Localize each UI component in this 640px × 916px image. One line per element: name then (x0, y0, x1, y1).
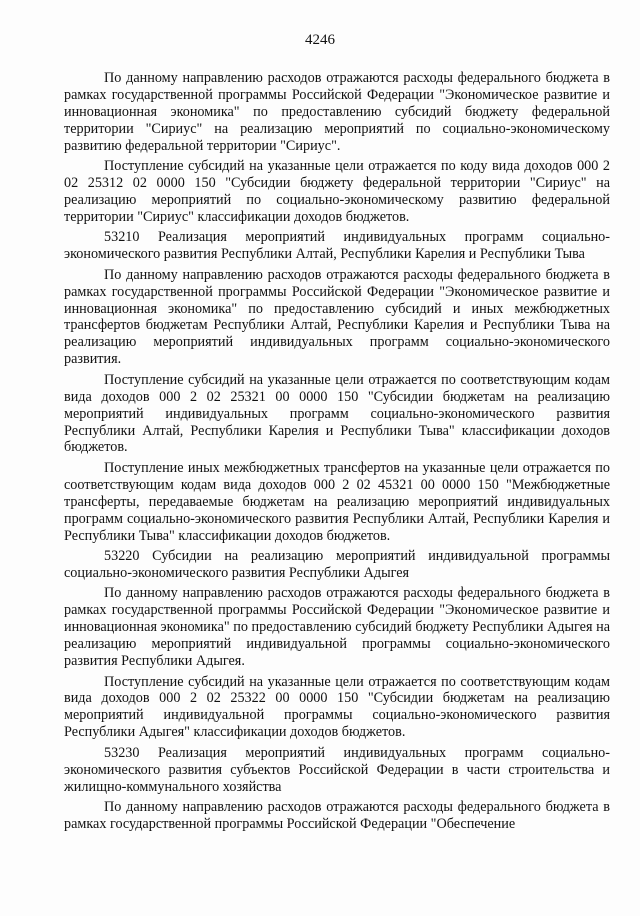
paragraph-1: По данному направлению расходов отражаются расходы федерального бюджета в рамках государственной программы Российской Федерации "Экономическое развитие и инновационная экономика" по предоставлению субсидий бюджету федеральной территории "Сириус" на реализацию мероприятий по социально-экономическому развитию федеральной территории "Сириус". (64, 70, 610, 154)
section-heading-53210: 53210 Реализация мероприятий индивидуальных программ социально-экономического развития Республики Алтай, Республики Карелия и Республики Тыва (64, 229, 610, 263)
section-heading-53230: 53230 Реализация мероприятий индивидуальных программ социально-экономического развития субъектов Российской Федерации в части строительства и жилищно-коммунального хозяйства (64, 744, 610, 795)
paragraph-5: Поступление субсидий на указанные цели отражается по соответствующим кодам вида доходов 000 2 02 25321 00 0000 150 "Субсидии бюджетам на реализацию мероприятий индивидуальных программ социально-экономического развития Республики Алтай, Республики Карелия и Республики Тыва" классификации доходов бюджетов. (64, 371, 610, 456)
paragraph-4: По данному направлению расходов отражаются расходы федерального бюджета в рамках государственной программы Российской Федерации "Экономическое развитие и инновационная экономика" по предоставлению субсидий и иных межбюджетных трансфертов бюджетам Республики Алтай, Республики Карелия и Республики Тыва на реализацию мероприятий индивидуальных программ социально-экономического развития. (64, 266, 610, 368)
page-number: 4246 (305, 32, 335, 48)
section-heading-53220: 53220 Субсидии на реализацию мероприятий индивидуальной программы социально-экономического развития Республики Адыгея (64, 548, 610, 581)
paragraph-2: Поступление субсидий на указанные цели отражается по коду вида доходов 000 2 02 25312 02 0000 150 "Субсидии бюджету федеральной территории "Сириус" на реализацию мероприятий по социально-экономическому развитию федеральной территории "Сириус" классификации доходов бюджетов. (64, 158, 610, 225)
paragraph-9: Поступление субсидий на указанные цели отражается по соответствующим кодам вида доходов 000 2 02 25322 00 0000 150 "Субсидии бюджетам на реализацию мероприятий индивидуальной программы социально-экономического развития Республики Адыгея" классификации доходов бюджетов. (64, 673, 610, 741)
document-body (64, 70, 610, 837)
paragraph-11: По данному направлению расходов отражаются расходы федерального бюджета в рамках государственной программы Российской Федерации "Обеспечение (64, 799, 610, 832)
paragraph-8: По данному направлению расходов отражаются расходы федерального бюджета в рамках государственной программы Российской Федерации "Экономическое развитие и инновационная экономика" по предоставлению субсидий бюджету Республики Адыгея на реализацию мероприятий индивидуальной программы социально-экономического развития Республики Адыгея. (64, 585, 610, 670)
paragraph-6: Поступление иных межбюджетных трансфертов на указанные цели отражается по соответствующим кодам вида доходов 000 2 02 45321 00 0000 150 "Межбюджетные трансферты, передаваемые бюджетам на реализацию мероприятий индивидуальных программ социально-экономического развития Республики Алтай, Республики Карелия и Республики Тыва" классификации доходов бюджетов. (64, 459, 610, 544)
